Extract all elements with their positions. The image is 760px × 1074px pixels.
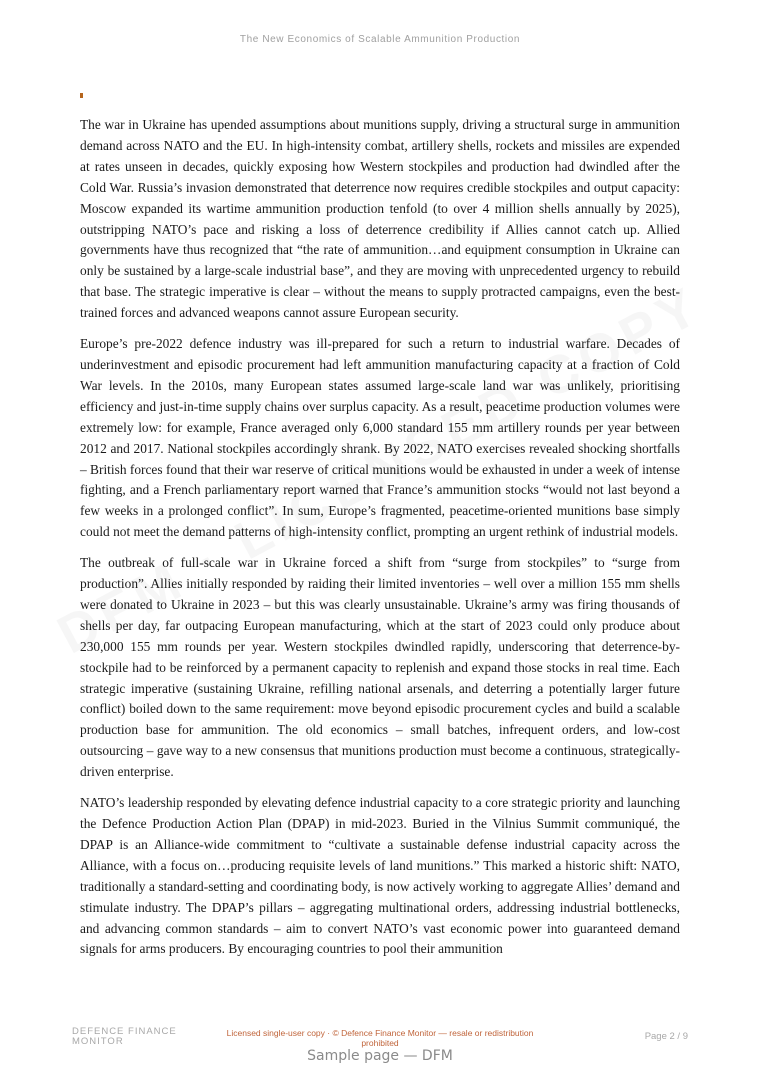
body-paragraph-2: Europe’s pre-2022 defence industry was ill-prepared for such a return to industrial warfare. Decades of underinvestment and episodic procurement had left ammunition manufacturing capacity at a fraction of Cold War levels. In the 2010s, many European states assumed large-scale land war was unlikely, prioritising efficiency and just-in-time supply chains over surplus capacity. As a result, peacetime production volumes were extremely low: for example, France averaged only 6,000 standard 155 mm artillery rounds per year between 2012 and 2017. National stockpiles accordingly shrank. By 2022, NATO exercises revealed shocking shortfalls – British forces found that their war reserve of critical munitions would be exhausted in under a week of intense fighting, and a French parliamentary report warned that France’s ammunition stocks “would not last beyond a few weeks in a prolonged conflict”. In sum, Europe’s fragmented, peacetime-oriented munitions base simply could not meet the demand patterns of high-intensity conflict, prompting an urgent rethink of industrial models.	[80, 336, 680, 540]
body-paragraph-3: The outbreak of full-scale war in Ukraine forced a shift from “surge from stockpiles” to “surge from production”. Allies initially responded by raiding their limited inventories – well over a million 155 mm shells were donated to Ukraine in 2023 – but this was clearly unsustainable. Ukraine’s army was firing thousands of shells per day, far outpacing European manufacturing, which at the start of 2023 could only produce about 230,000 155 mm rounds per year. Western stockpiles dwindled rapidly, underscoring that deterrence-by-stockpile had to be reinforced by a permanent capacity to replenish and expand those stocks in real time. Each strategic imperative (sustaining Ukraine, refilling national arsenals, and deterring a potentially larger future conflict) boiled down to the same requirement: move beyond episodic procurement cycles and build a scalable production base for ammunition. The old economics – small batches, infrequent orders, and low-cost outsourcing – gave way to a new consensus that munitions production must become a continuous, strategically-driven enterprise.	[80, 555, 680, 780]
section-accent-mark	[80, 93, 83, 98]
footer-brand	[72, 1027, 177, 1046]
sample-caption: Sample page — DFM	[307, 1048, 453, 1064]
body-paragraph-4: NATO’s leadership responded by elevating defence industrial capacity to a core strategic priority and launching the Defence Production Action Plan (DPAP) in mid-2023. Buried in the Vilnius Summit communiqué, the DPAP is an Alliance-wide commitment to “cultivate a sustainable defense industrial capacity across the Alliance, with a focus on…producing requisite levels of land munitions.” This marked a historic shift: NATO, traditionally a standard-setting and coordinating body, is now actively working to aggregate Allies’ demand and stimulate industry. The DPAP’s pillars – aggregating multinational orders, addressing industrial bottlenecks, and advancing common standards – aim to convert NATO’s vast economic power into guaranteed demand signals for arms producers. By encouraging countries to pool their ammunition	[80, 795, 680, 957]
running-header: The New Economics of Scalable Ammunition Production	[239, 34, 521, 45]
body-paragraph-1: The war in Ukraine has upended assumptions about munitions supply, driving a structural surge in ammunition demand across NATO and the EU. In high-intensity combat, artillery shells, rockets and missiles are expended at rates unseen in decades, quickly exposing how Western stockpiles and production had dwindled after the Cold War. Russia’s invasion demonstrated that deterrence now requires credible stockpiles and output capacity: Moscow expanded its wartime ammunition production tenfold (to over 4 million shells annually by 2025), outstripping NATO’s pace and risking a loss of deterrence credibility if Allies cannot catch up. Allied governments have thus recognized that “the rate of ammunition…and equipment consumption in Ukraine can only be sustained by a large-scale industrial base”, and they are moving with unprecedented urgency to rebuild that base. The strategic imperative is clear – without the means to supply protracted campaigns, even the best-trained forces and advanced weapons cannot assure European security.	[80, 117, 680, 321]
footer-brand-line2: MONITOR	[72, 1035, 124, 1047]
article-body	[80, 115, 680, 970]
footer-brand-line1: DEFENCE FINANCE	[72, 1026, 177, 1037]
footer-license-notice: Licensed single-user copy · © Defence Finance Monitor — resale or redistribution prohibited	[226, 1028, 534, 1048]
page-number: Page 2 / 9	[644, 1031, 688, 1042]
